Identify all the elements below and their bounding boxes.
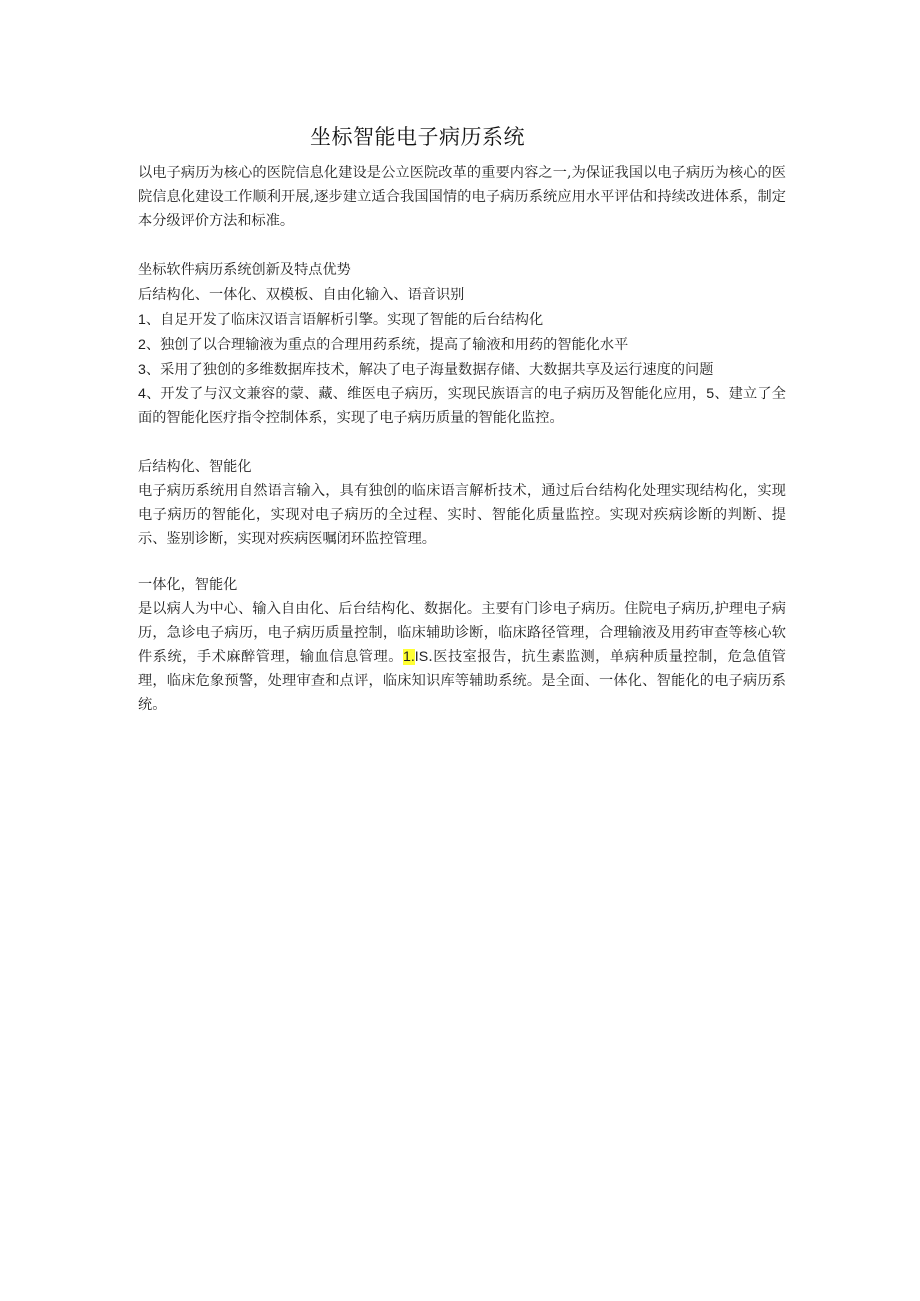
list-number: 2 bbox=[138, 337, 146, 353]
section3-body-prefix: IS bbox=[414, 649, 429, 665]
list-item-text: 、独创了以合理输液为重点的合理用药系统，提高了输液和用药的智能化水平 bbox=[145, 337, 629, 353]
list-item-2 bbox=[138, 333, 786, 357]
list-item-text: 、自足开发了临床汉语言语解析引擎。实现了智能的后台结构化 bbox=[145, 312, 544, 328]
list-item-1 bbox=[138, 308, 786, 332]
page-title: 坐标智能电子病历系统 bbox=[310, 125, 525, 149]
list-number: 1 bbox=[138, 312, 146, 328]
list-item-text: 、开发了与汉文兼容的蒙、藏、维医电子病历，实现民族语言的电子病历及智能化应用， bbox=[145, 386, 707, 402]
list-number: 5 bbox=[706, 386, 715, 402]
list-item-4-5 bbox=[138, 382, 786, 430]
list-item-text: 、采用了独创的多维数据库技术，解决了电子海量数据存储、大数据共享及运行速度的问题 bbox=[145, 362, 714, 378]
highlighted-text: 1. bbox=[402, 649, 415, 665]
section2-body: 电子病历系统用自然语言输入，具有独创的临床语言解析技术，通过后台结构化处理实现结构化，实现电子病历的智能化，实现对电子病历的全过程、实时、智能化质量监控。实现对疾病诊断的判断、提示、鉴别诊断，实现对疾病医嘱闭环监控管理。 bbox=[138, 483, 786, 547]
section1-subheading: 后结构化、一体化、双模板、自由化输入、语音识别 bbox=[138, 287, 465, 303]
section3-body-text: 是以病人为中心、输入自由化、后台结构化、数据化。主要有门诊电子病历。住院电子病历,护理电子病历，急诊电子病历，电子病历质量控制，临床辅助诊断，临床路径管理，合理输液及用药审查等核心软件系统，手术麻醉管理，输血信息管理。 bbox=[138, 601, 786, 665]
list-number: 4 bbox=[138, 386, 146, 402]
section3-heading: 一体化，智能化 bbox=[138, 577, 238, 593]
list-item-text: 、建立了全面的智能化医疗指令控制体系，实现了电子病历质量的智能化监控。 bbox=[138, 386, 786, 426]
list-item-3 bbox=[138, 358, 786, 382]
section3-body bbox=[138, 597, 786, 717]
section2-heading: 后结构化、智能化 bbox=[138, 459, 252, 475]
section1-heading: 坐标软件病历系统创新及特点优势 bbox=[138, 262, 351, 278]
section3-body-text: .医技室报告，抗生素监测，单病种质量控制，危急值管理，临床危象预警，处理审查和点评，临床知识库等辅助系统。是全面、一体化、智能化的电子病历系统。 bbox=[138, 649, 786, 713]
list-number: 3 bbox=[138, 362, 146, 378]
intro-paragraph: 以电子病历为核心的医院信息化建设是公立医院改革的重要内容之一,为保证我国以电子病历为核心的医院信息化建设工作顺利开展,逐步建立适合我国国情的电子病历系统应用水平评估和持续改进体系，制定本分级评价方法和标准。 bbox=[138, 165, 786, 229]
